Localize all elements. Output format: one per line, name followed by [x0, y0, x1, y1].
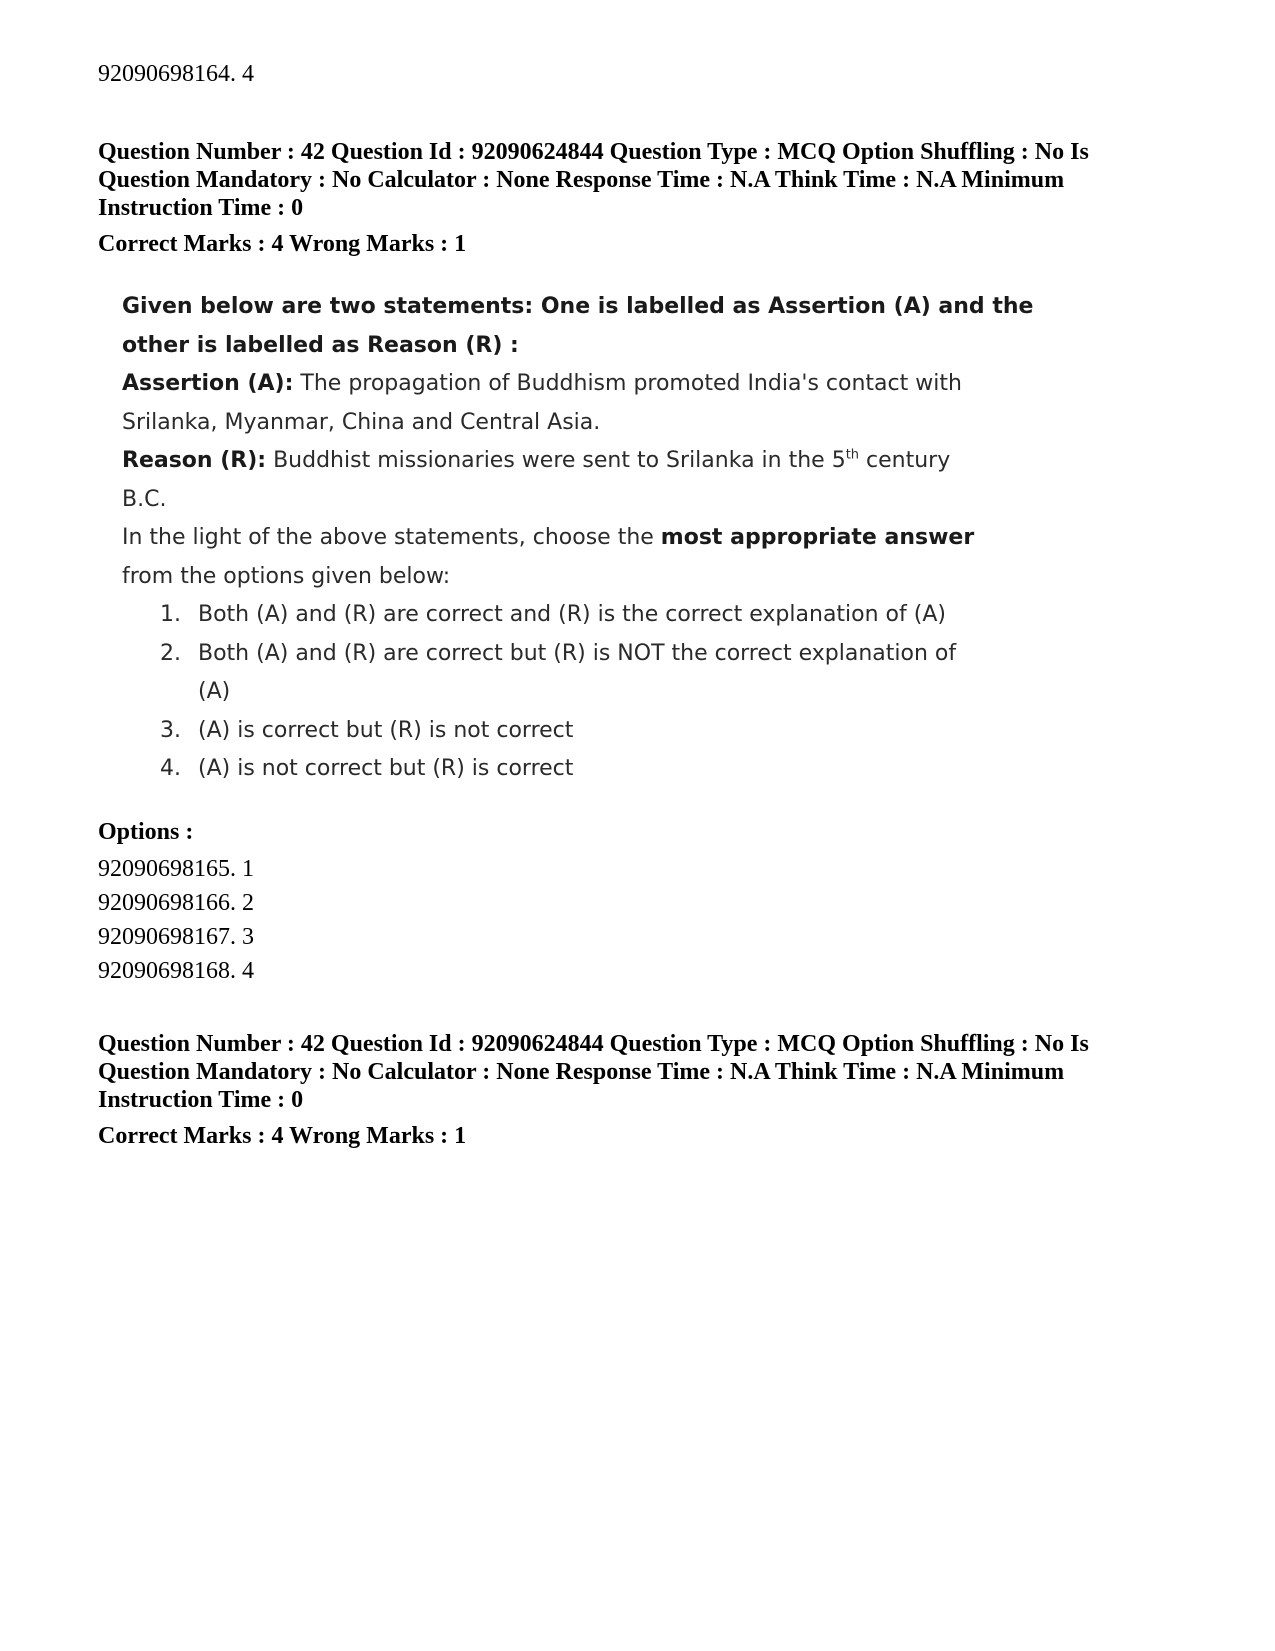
choice-text: (A) is correct but (R) is not correct — [198, 717, 574, 743]
choice-item — [122, 635, 1002, 712]
option-item: 92090698167. 3 — [98, 924, 254, 950]
choice-text: (A) is not correct but (R) is correct — [198, 756, 574, 781]
choice-item — [122, 750, 1002, 789]
marks-line: Correct Marks : 4 Wrong Marks : 1 — [98, 231, 467, 257]
question-header-line-2: Question Mandatory : No Calculator : None Response Time : N.A Think Time : N.A Minimum — [98, 167, 1065, 193]
previous-option-line: 92090698164. 4 — [98, 61, 254, 87]
question-body-image — [122, 288, 1034, 789]
reason-line-2: B.C. — [122, 486, 167, 512]
option-item: 92090698165. 1 — [98, 856, 254, 882]
option-item: 92090698168. 4 — [98, 958, 254, 984]
instruction-line-2: from the options given below: — [122, 563, 451, 589]
question-header — [98, 138, 1208, 222]
option-item: 92090698166. 2 — [98, 890, 254, 916]
reason-superscript: th — [845, 447, 860, 463]
instruction-emphasis: most appropriate answer — [660, 525, 975, 550]
assertion-line-2: Srilanka, Myanmar, China and Central Asia. — [122, 409, 601, 435]
question-intro-line-2: other is labelled as Reason (R) : — [122, 332, 519, 358]
reason-line-1 — [122, 442, 1002, 481]
assertion-text: The propagation of Buddhism promoted India's contact with — [293, 371, 962, 396]
reason-label: Reason (R): — [122, 448, 267, 473]
choice-number: 1. — [160, 602, 181, 627]
choice-text: Both (A) and (R) are correct but (R) is NOT the correct explanation of — [198, 640, 957, 666]
assertion-label: Assertion (A): — [122, 371, 294, 396]
options-heading: Options : — [98, 819, 194, 845]
question-header — [98, 1030, 1208, 1114]
choice-item — [122, 596, 1002, 635]
choice-text: Both (A) and (R) are correct and (R) is the correct explanation of (A) — [198, 602, 946, 627]
choice-list — [122, 596, 1002, 789]
marks-line: Correct Marks : 4 Wrong Marks : 1 — [98, 1123, 467, 1149]
question-header-line-3: Instruction Time : 0 — [98, 1087, 304, 1113]
choice-item — [122, 712, 1002, 751]
choice-number: 2. — [160, 640, 181, 666]
question-header-line-2: Question Mandatory : No Calculator : None Response Time : N.A Think Time : N.A Minimum — [98, 1059, 1065, 1085]
question-header-line-1: Question Number : 42 Question Id : 92090624844 Question Type : MCQ Option Shuffling : No Is — [98, 1031, 1089, 1057]
choice-number: 3. — [160, 717, 181, 743]
reason-text-end: century — [859, 448, 951, 473]
reason-text: Buddhist missionaries were sent to Srilanka in the 5 — [266, 448, 846, 473]
instruction-line-1 — [122, 519, 1002, 558]
question-header-line-3: Instruction Time : 0 — [98, 195, 304, 221]
assertion-line-1 — [122, 365, 1002, 404]
choice-number: 4. — [160, 756, 181, 781]
question-intro-line-1: Given below are two statements: One is labelled as Assertion (A) and the — [122, 294, 1034, 319]
options-list — [98, 852, 254, 988]
question-header-line-1: Question Number : 42 Question Id : 92090624844 Question Type : MCQ Option Shuffling : No Is — [98, 139, 1089, 165]
choice-text-continued: (A) — [198, 679, 231, 704]
instruction-text: In the light of the above statements, choose the — [122, 525, 661, 550]
